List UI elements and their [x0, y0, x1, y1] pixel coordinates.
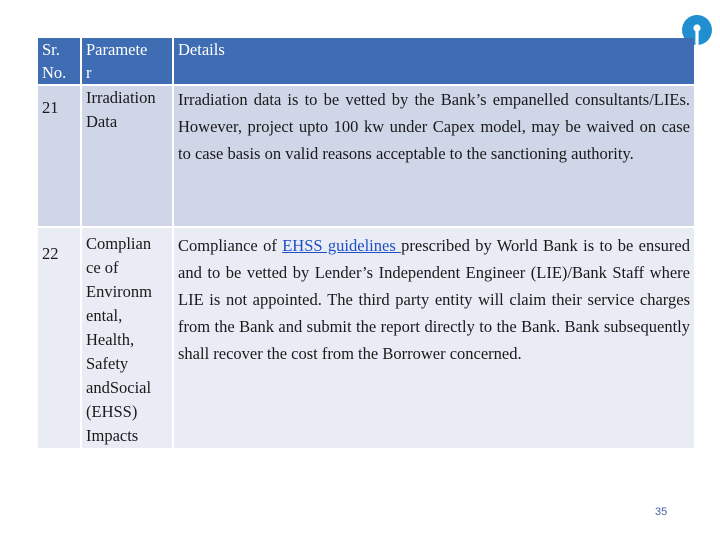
ehss-guidelines-link[interactable]: EHSS guidelines	[282, 236, 402, 255]
row-details-cell	[174, 228, 694, 448]
row-parameter: Irradiation Data	[86, 88, 156, 131]
header-parameter: Paramete r	[82, 38, 172, 84]
row-details-text: Irradiation data is to be vetted by the Bank’s empanelled consultants/LIEs. However, project upto 100 kw under Capex model, may be waived on case to case basis on valid reasons acceptable to the sanctioning authority.	[178, 90, 690, 163]
row-details-cell	[174, 86, 694, 226]
row-sr-cell	[38, 228, 80, 448]
page-number: 35	[655, 506, 668, 518]
row-parameter-cell	[82, 86, 172, 226]
table-header	[38, 38, 694, 84]
parameters-table	[36, 36, 696, 450]
table-row	[38, 86, 694, 226]
header-details: Details	[174, 38, 694, 84]
row-parameter-cell	[82, 228, 172, 448]
header-sr-no: Sr. No.	[38, 38, 80, 84]
row-sr-number: 22	[42, 244, 59, 263]
row-parameter: Complian ce of Environm ental, Health, Safety andSocial (EHSS) Impacts	[86, 234, 152, 445]
row-details-text: Compliance of EHSS guidelines prescribed by World Bank is to be ensured and to be vetted by Lender’s Independent Engineer (LIE)/Bank Staff where LIE is not appointed. The third party entity will claim their service charges from the Bank and submit the report directly to the Bank. Bank subsequently shall recover the cost from the Borrower concerned.	[178, 236, 690, 363]
table-row	[38, 228, 694, 448]
row-sr-number: 21	[42, 98, 59, 117]
row-sr-cell	[38, 86, 80, 226]
